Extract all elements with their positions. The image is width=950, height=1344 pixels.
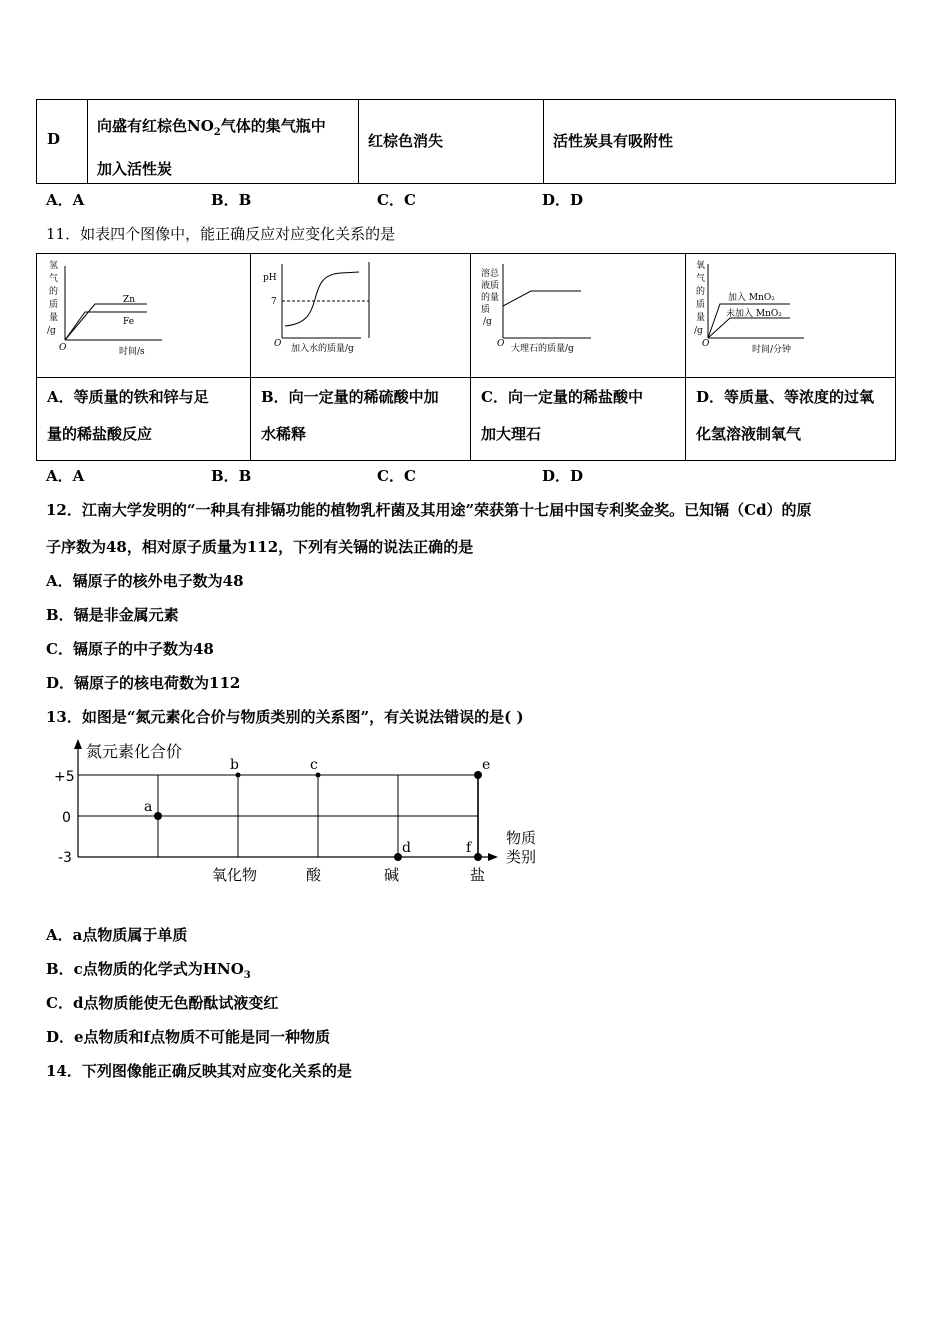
option-c[interactable]: C．C [377, 191, 416, 209]
origin-label: O [59, 343, 67, 353]
category-salt: 盐 [470, 866, 486, 884]
nitrogen-valence-diagram [40, 735, 560, 890]
q12-option-c[interactable]: C．镉原子的中子数为48 [46, 640, 214, 658]
tick-0: 0 [62, 810, 71, 826]
ph-7-tick: 7 [271, 297, 277, 307]
y-axis-label: 氢 [49, 261, 59, 271]
origin-label: O [497, 339, 505, 349]
x-axis-arrow [488, 853, 498, 861]
y-axis-label: 溶总 [481, 269, 500, 279]
graph-c-solution-mass-vs-marble [471, 254, 685, 377]
y-axis-label: 液质 [481, 281, 500, 291]
tick-minus3: -3 [58, 850, 72, 866]
point-e-label: e [482, 757, 491, 773]
line-zn-label: Zn [123, 295, 136, 305]
point-d-label: d [402, 840, 411, 856]
q12-option-d[interactable]: D．镉原子的核电荷数为112 [46, 674, 241, 692]
q13-option-a[interactable]: A．a点物质属于单质 [46, 926, 188, 944]
x-axis-label: 加入水的质量/g [291, 344, 354, 354]
line-without-mno2-label: 未加入 MnO₂ [726, 309, 782, 319]
origin-label: O [274, 339, 282, 349]
option-a[interactable]: A．A [46, 467, 85, 485]
category-acid: 酸 [306, 866, 322, 884]
point-d [394, 853, 402, 861]
point-b [236, 773, 241, 778]
origin-label: O [702, 339, 710, 349]
point-a [154, 812, 162, 820]
q11-stem: 11．如表四个图像中，能正确反应对应变化关系的是 [46, 225, 396, 243]
x-axis-title-line2: 类别 [506, 848, 537, 866]
q12-option-b[interactable]: B．镉是非金属元素 [46, 606, 179, 624]
line-with-mno2-label: 加入 MnO₂ [728, 293, 775, 303]
cell-d-description: D．等质量、等浓度的过氧 化氢溶液制氧气 [696, 388, 875, 443]
y-axis-label: 的 [49, 287, 59, 297]
y-axis-label: 的量 [481, 293, 500, 303]
option-b[interactable]: B．B [211, 467, 252, 485]
q13-option-d[interactable]: D．e点物质和f点物质不可能是同一种物质 [46, 1028, 331, 1046]
y-axis-label: 质 [696, 300, 706, 310]
phenomenon-cell: 红棕色消失 [368, 132, 444, 150]
option-c[interactable]: C．C [377, 467, 416, 485]
y-axis-label: 氧 [696, 261, 706, 271]
option-d[interactable]: D．D [542, 191, 584, 209]
q12-option-a[interactable]: A．镉原子的核外电子数为48 [46, 572, 244, 590]
option-b[interactable]: B．B [211, 191, 252, 209]
y-axis-label: /g [694, 326, 703, 336]
category-base: 碱 [384, 866, 400, 884]
x-axis-label: 大理石的质量/g [511, 344, 574, 354]
conclusion-cell: 活性炭具有吸附性 [553, 132, 674, 150]
operation-cell: 向盛有红棕色$NO_2$气体的集气瓶中 加入活性炭 [97, 117, 326, 178]
x-axis-title-line1: 物质 [506, 829, 537, 847]
q12-stem-line2: 子序数为48，相对原子质量为112，下列有关镉的说法正确的是 [46, 538, 474, 556]
q11-graph-table [36, 253, 896, 461]
category-oxide: 氧化物 [212, 866, 258, 884]
line-fe-label: Fe [123, 317, 135, 327]
point-c [316, 773, 321, 778]
q12-stem-line1: 12．江南大学发明的“一种具有排镉功能的植物乳杆菌及其用途”荣获第十七届中国专利奖金奖。已知镉（Cd）的原 [46, 501, 812, 519]
point-f [474, 853, 482, 861]
y-axis-arrow [74, 739, 82, 749]
y-axis-title: 氮元素化合价 [86, 742, 183, 761]
row-label: D [47, 130, 61, 148]
q13-option-c[interactable]: C．d点物质能使无色酚酞试液变红 [46, 994, 279, 1012]
y-axis-label: /g [483, 317, 492, 327]
graph-a-hydrogen-vs-time [37, 254, 250, 377]
q14-stem: 14．下列图像能正确反映其对应变化关系的是 [46, 1062, 352, 1080]
y-axis-label: 质 [481, 305, 491, 315]
graph-d-oxygen-vs-time [686, 254, 896, 377]
y-axis-label: 气 [49, 274, 59, 284]
option-d[interactable]: D．D [542, 467, 584, 485]
point-a-label: a [144, 799, 153, 815]
experiment-table-row-d [36, 99, 896, 184]
y-axis-label: 气 [696, 274, 706, 284]
y-axis-label: /g [47, 326, 56, 336]
y-axis-label: 质 [49, 300, 59, 310]
option-a[interactable]: A．A [46, 191, 85, 209]
y-axis-label: 量 [696, 313, 706, 323]
cell-a-description: A．等质量的铁和锌与足 量的稀盐酸反应 [47, 388, 209, 443]
tick-plus5: +5 [54, 769, 75, 785]
x-axis-label: 时间/s [119, 347, 145, 357]
graph-b-ph-vs-water [251, 254, 470, 377]
point-e [474, 771, 482, 779]
y-axis-label: pH [263, 273, 277, 283]
cell-b-description: B．向一定量的稀硫酸中加 水稀释 [261, 388, 439, 443]
point-f-label: f [466, 840, 472, 856]
q13-option-b[interactable]: B．c点物质的化学式为$HNO_3$ [46, 960, 251, 981]
cell-c-description: C．向一定量的稀盐酸中 加大理石 [481, 388, 643, 443]
y-axis-label: 量 [49, 313, 59, 323]
q13-stem: 13．如图是“氮元素化合价与物质类别的关系图”，有关说法错误的是( ) [46, 708, 524, 726]
y-axis-label: 的 [696, 287, 706, 297]
x-axis-label: 时间/分钟 [752, 345, 792, 355]
point-c-label: c [310, 757, 318, 773]
point-b-label: b [230, 757, 239, 773]
